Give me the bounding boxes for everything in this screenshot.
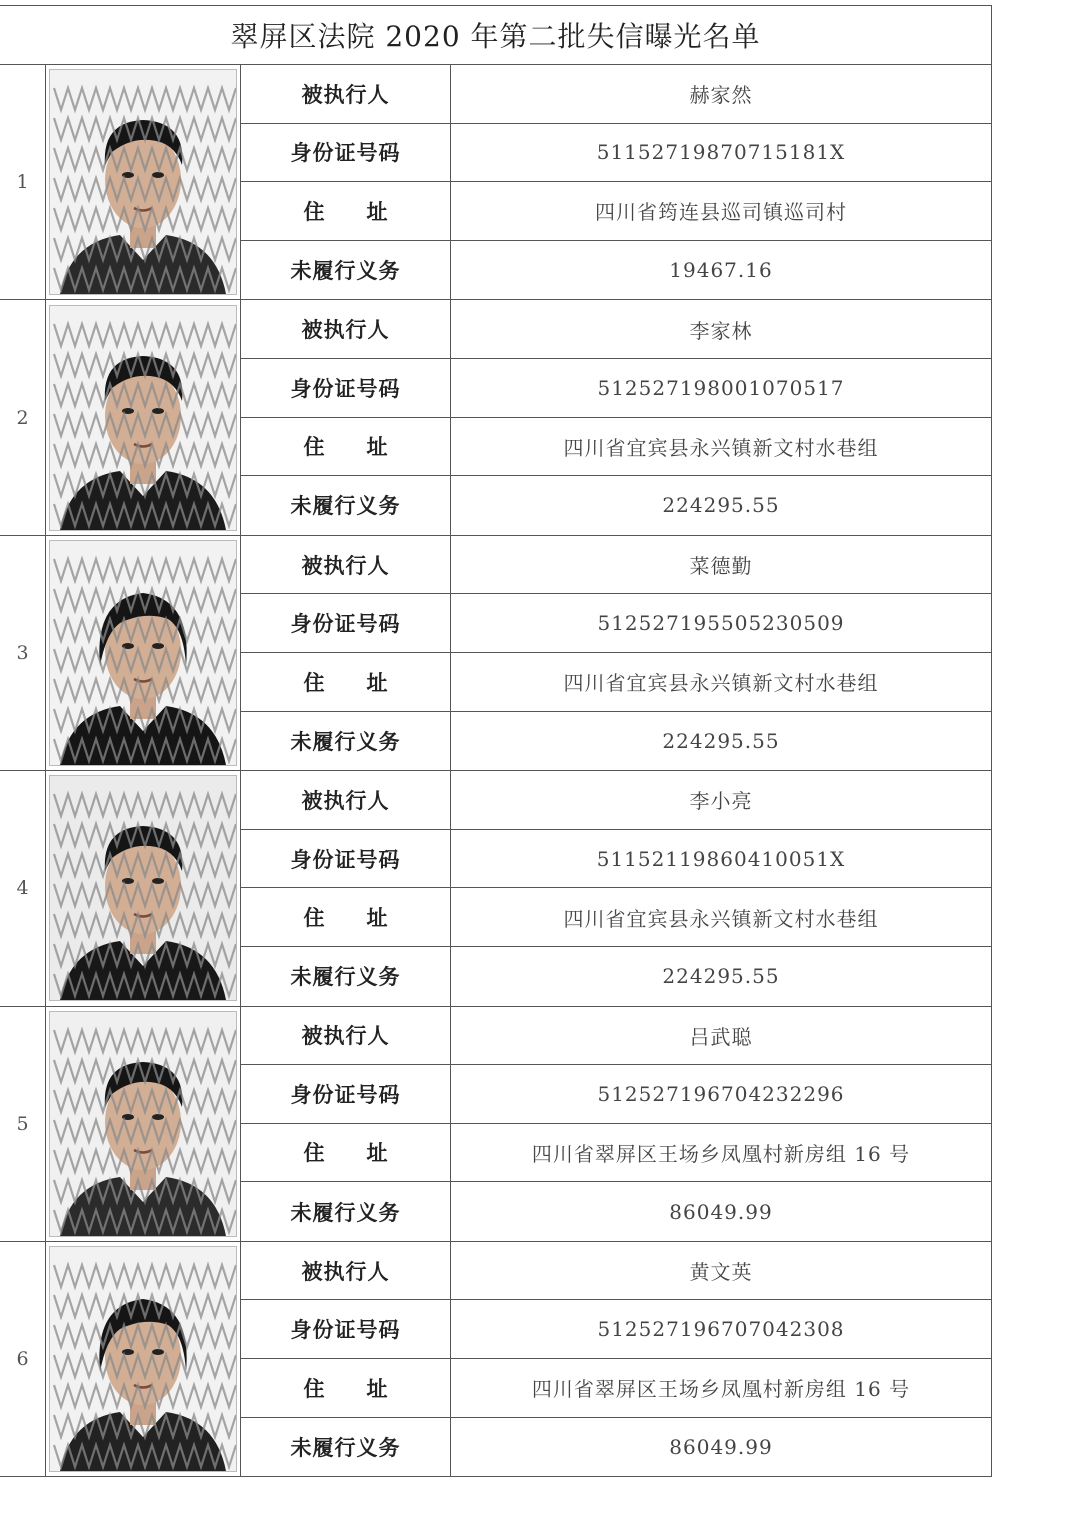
label-name: 被执行人 bbox=[241, 1242, 451, 1301]
value-amount: 224295.55 bbox=[451, 712, 992, 771]
photo-cell bbox=[46, 65, 241, 299]
value-id: 512527196704232296 bbox=[451, 1065, 992, 1124]
blacklist-table bbox=[0, 5, 992, 1477]
label-id: 身份证号码 bbox=[241, 594, 451, 653]
person-photo-female bbox=[49, 1246, 237, 1472]
value-address: 四川省翠屏区王场乡凤凰村新房组 16 号 bbox=[451, 1359, 992, 1418]
value-name: 李家林 bbox=[451, 300, 992, 359]
value-id: 512527196707042308 bbox=[451, 1300, 992, 1359]
table-title: 翠屏区法院 2020 年第二批失信曝光名单 bbox=[0, 5, 992, 65]
value-id: 51152719870715181X bbox=[451, 124, 992, 183]
record-row bbox=[0, 536, 992, 771]
photo-cell bbox=[46, 1007, 241, 1241]
record-number: 1 bbox=[0, 65, 46, 299]
label-name: 被执行人 bbox=[241, 536, 451, 595]
label-address: 住址 bbox=[241, 182, 451, 241]
label-id: 身份证号码 bbox=[241, 124, 451, 183]
value-name: 菜德勤 bbox=[451, 536, 992, 595]
value-amount: 224295.55 bbox=[451, 476, 992, 535]
record-number: 3 bbox=[0, 536, 46, 770]
value-id: 51152119860410051X bbox=[451, 830, 992, 889]
label-id: 身份证号码 bbox=[241, 1065, 451, 1124]
value-amount: 86049.99 bbox=[451, 1418, 992, 1477]
value-name: 李小亮 bbox=[451, 771, 992, 830]
value-amount: 86049.99 bbox=[451, 1182, 992, 1241]
record-number: 2 bbox=[0, 300, 46, 534]
label-id: 身份证号码 bbox=[241, 830, 451, 889]
record-number: 4 bbox=[0, 771, 46, 1005]
label-name: 被执行人 bbox=[241, 1007, 451, 1066]
record-row bbox=[0, 1242, 992, 1477]
label-id: 身份证号码 bbox=[241, 359, 451, 418]
photo-cell bbox=[46, 771, 241, 1005]
value-name: 吕武聪 bbox=[451, 1007, 992, 1066]
label-amount: 未履行义务 bbox=[241, 1418, 451, 1477]
person-photo-male bbox=[49, 1011, 237, 1237]
person-photo-male bbox=[49, 775, 237, 1001]
value-name: 黄文英 bbox=[451, 1242, 992, 1301]
label-amount: 未履行义务 bbox=[241, 476, 451, 535]
value-amount: 224295.55 bbox=[451, 947, 992, 1006]
photo-cell bbox=[46, 536, 241, 770]
record-row bbox=[0, 771, 992, 1006]
person-photo-female bbox=[49, 540, 237, 766]
label-name: 被执行人 bbox=[241, 65, 451, 124]
label-address: 住址 bbox=[241, 1124, 451, 1183]
label-amount: 未履行义务 bbox=[241, 712, 451, 771]
person-photo-male bbox=[49, 305, 237, 531]
value-address: 四川省宜宾县永兴镇新文村水巷组 bbox=[451, 653, 992, 712]
label-address: 住址 bbox=[241, 1359, 451, 1418]
record-row bbox=[0, 300, 992, 535]
label-id: 身份证号码 bbox=[241, 1300, 451, 1359]
record-number: 6 bbox=[0, 1242, 46, 1476]
value-address: 四川省筠连县巡司镇巡司村 bbox=[451, 182, 992, 241]
person-photo-male bbox=[49, 69, 237, 295]
value-name: 赫家然 bbox=[451, 65, 992, 124]
record-row bbox=[0, 1007, 992, 1242]
label-address: 住址 bbox=[241, 888, 451, 947]
record-number: 5 bbox=[0, 1007, 46, 1241]
label-amount: 未履行义务 bbox=[241, 1182, 451, 1241]
label-amount: 未履行义务 bbox=[241, 947, 451, 1006]
label-name: 被执行人 bbox=[241, 300, 451, 359]
label-address: 住址 bbox=[241, 653, 451, 712]
value-id: 512527195505230509 bbox=[451, 594, 992, 653]
photo-cell bbox=[46, 1242, 241, 1476]
label-address: 住址 bbox=[241, 418, 451, 477]
photo-cell bbox=[46, 300, 241, 534]
record-row bbox=[0, 65, 992, 300]
label-name: 被执行人 bbox=[241, 771, 451, 830]
value-address: 四川省宜宾县永兴镇新文村水巷组 bbox=[451, 888, 992, 947]
value-id: 512527198001070517 bbox=[451, 359, 992, 418]
value-address: 四川省宜宾县永兴镇新文村水巷组 bbox=[451, 418, 992, 477]
value-address: 四川省翠屏区王场乡凤凰村新房组 16 号 bbox=[451, 1124, 992, 1183]
records-container bbox=[0, 65, 992, 1477]
label-amount: 未履行义务 bbox=[241, 241, 451, 300]
value-amount: 19467.16 bbox=[451, 241, 992, 300]
